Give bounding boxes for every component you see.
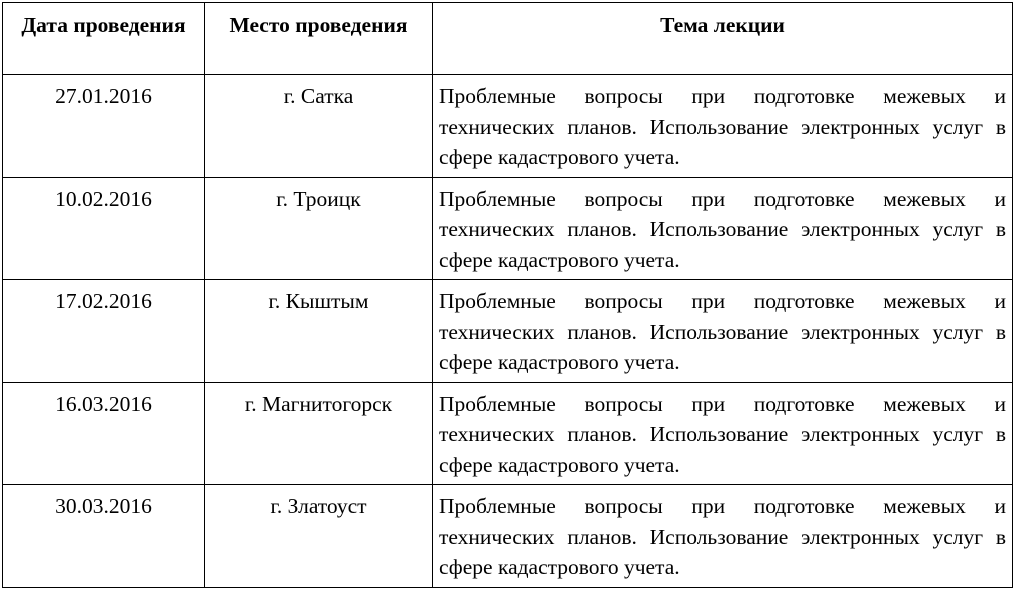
lecture-schedule-table <box>2 2 1013 588</box>
cell-topic: Проблемные вопросы при подготовке межевых и технических планов. Использование электронных услуг в сфере кадастрового учета. <box>433 485 1013 588</box>
table-body <box>3 75 1013 588</box>
cell-place: г. Златоуст <box>205 485 433 588</box>
cell-date: 16.03.2016 <box>3 382 205 485</box>
cell-topic: Проблемные вопросы при подготовке межевых и технических планов. Использование электронных услуг в сфере кадастрового учета. <box>433 382 1013 485</box>
header-date: Дата проведения <box>3 3 205 75</box>
cell-topic: Проблемные вопросы при подготовке межевых и технических планов. Использование электронных услуг в сфере кадастрового учета. <box>433 177 1013 280</box>
table-row <box>3 280 1013 383</box>
cell-topic: Проблемные вопросы при подготовке межевых и технических планов. Использование электронных услуг в сфере кадастрового учета. <box>433 280 1013 383</box>
cell-place: г. Магнитогорск <box>205 382 433 485</box>
table-row <box>3 485 1013 588</box>
table-row <box>3 382 1013 485</box>
header-topic: Тема лекции <box>433 3 1013 75</box>
header-place: Место проведения <box>205 3 433 75</box>
table-row <box>3 177 1013 280</box>
cell-topic: Проблемные вопросы при подготовке межевых и технических планов. Использование электронных услуг в сфере кадастрового учета. <box>433 75 1013 178</box>
cell-date: 27.01.2016 <box>3 75 205 178</box>
cell-date: 30.03.2016 <box>3 485 205 588</box>
table-header <box>3 3 1013 75</box>
header-row <box>3 3 1013 75</box>
cell-date: 17.02.2016 <box>3 280 205 383</box>
cell-date: 10.02.2016 <box>3 177 205 280</box>
cell-place: г. Кыштым <box>205 280 433 383</box>
cell-place: г. Троицк <box>205 177 433 280</box>
table-row <box>3 75 1013 178</box>
cell-place: г. Сатка <box>205 75 433 178</box>
